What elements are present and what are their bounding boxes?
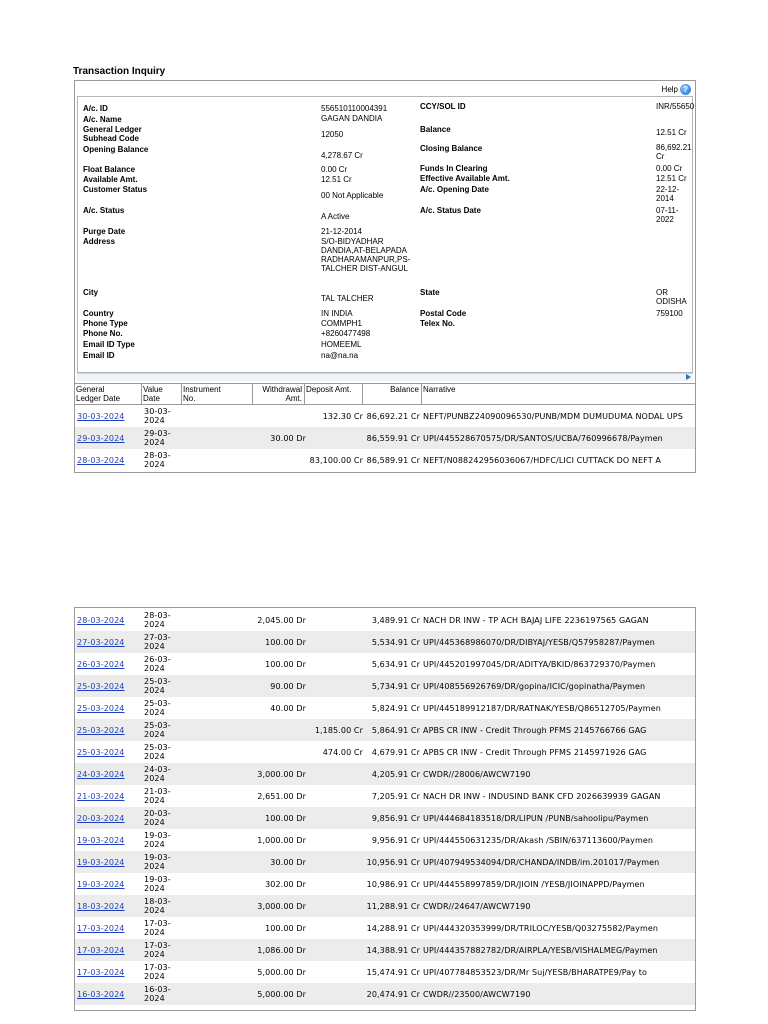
account-field-value: OR ODISHA [656,288,687,306]
account-field-value: 22-12- 2014 [656,185,680,203]
value-date: 17-03- 2024 [144,919,171,937]
account-field-label: Funds In Clearing [420,164,488,173]
account-field-value: 12.51 Cr [656,128,687,137]
ledger-date-link[interactable]: 25-03-2024 [77,682,125,691]
account-field-label: Opening Balance [83,145,149,154]
withdrawal-amount: 3,000.00 Dr [257,902,306,911]
account-field-value: 0.00 Cr [321,165,348,174]
withdrawal-amount: 100.00 Dr [265,924,306,933]
table-row [75,851,695,873]
account-field-value: IN INDIA [321,309,353,318]
balance-amount: 86,559.91 Cr [366,434,420,443]
value-date: 18-03- 2024 [144,897,171,915]
account-field-label: Available Amt. [83,175,138,184]
account-field-label: State [420,288,440,297]
table-row [75,675,695,697]
ledger-date-link[interactable]: 17-03-2024 [77,946,125,955]
balance-amount: 86,589.91 Cr [366,456,420,465]
table-row [75,697,695,719]
account-field-label: Purge Date [83,227,126,236]
balance-amount: 20,474.91 Cr [366,990,420,999]
column-header: Instrument No. [183,384,253,404]
account-field-label: A/c. ID [83,104,108,113]
withdrawal-amount: 2,651.00 Dr [257,792,306,801]
table-row [75,609,695,631]
account-field-label: A/c. Status [83,206,125,215]
account-field-label: Phone No. [83,329,123,338]
account-field-value: na@na.na [321,351,359,360]
table-row [75,829,695,851]
narrative: UPI/408556926769/DR/gopina/ICIC/gopinatha/Paymen [423,682,646,691]
scroll-right-arrow-icon[interactable] [686,374,691,380]
balance-amount: 10,986.91 Cr [366,880,420,889]
balance-amount: 3,489.91 Cr [371,616,420,625]
value-date: 19-03- 2024 [144,853,171,871]
ledger-date-link[interactable]: 28-03-2024 [77,456,125,465]
ledger-date-link[interactable]: 26-03-2024 [77,660,125,669]
value-date: 16-03- 2024 [144,985,171,1003]
table-row [75,895,695,917]
value-date: 25-03- 2024 [144,721,171,739]
account-field-label: Address [83,237,116,246]
account-field-value: S/O-BIDYADHAR DANDIA,AT-BELAPADA RADHARAMANPUR,PS- TALCHER DIST-ANGUL [321,237,411,273]
balance-amount: 9,856.91 Cr [371,814,420,823]
value-date: 21-03- 2024 [144,787,171,805]
ledger-date-link[interactable]: 30-03-2024 [77,412,125,421]
withdrawal-amount: 5,000.00 Dr [257,968,306,977]
narrative: NEFT/PUNBZ24090096530/PUNB/MDM DUMUDUMA NODAL UPS [423,412,683,421]
ledger-date-link[interactable]: 28-03-2024 [77,616,125,625]
account-field-label: A/c. Status Date [420,206,481,215]
balance-amount: 4,679.91 Cr [371,748,420,757]
ledger-date-link[interactable]: 24-03-2024 [77,770,125,779]
account-field-value: 21-12-2014 [321,227,362,236]
deposit-amount: 83,100.00 Cr [309,456,363,465]
column-header: Balance [364,384,422,404]
table-row [75,653,695,675]
narrative: UPI/445368986070/DR/DIBYAJ/YESB/Q57958287/Paymen [423,638,655,647]
ledger-date-link[interactable]: 27-03-2024 [77,638,125,647]
ledger-date-link[interactable]: 19-03-2024 [77,836,125,845]
balance-amount: 7,205.91 Cr [371,792,420,801]
ledger-date-link[interactable]: 29-03-2024 [77,434,125,443]
table-row [75,961,695,983]
narrative: CWDR//28006/AWCW7190 [423,770,531,779]
balance-amount: 9,956.91 Cr [371,836,420,845]
narrative: APBS CR INW - Credit Through PFMS 2145766766 GAG [423,726,647,735]
withdrawal-amount: 90.00 Dr [270,682,306,691]
account-field-label: Email ID [83,351,115,360]
deposit-amount: 132.30 Cr [322,412,363,421]
account-summary [77,96,693,373]
table-row [75,449,695,471]
withdrawal-amount: 1,086.00 Dr [257,946,306,955]
narrative: UPI/444684183518/DR/LIPUN /PUNB/sahoolipu/Paymen [423,814,649,823]
table-row [75,807,695,829]
account-field-label: Customer Status [83,185,148,194]
ledger-date-link[interactable]: 18-03-2024 [77,902,125,911]
narrative: UPI/444558997859/DR/JIOIN /YESB/JIOINAPPD/Paymen [423,880,645,889]
help-label: Help [661,85,678,94]
balance-amount: 5,534.91 Cr [371,638,420,647]
account-field-label: Telex No. [420,319,455,328]
table-row [75,873,695,895]
narrative: NACH DR INW - INDUSIND BANK CFD 2026639939 GAGAN [423,792,661,801]
transaction-table-continued [74,607,696,1011]
value-date: 24-03- 2024 [144,765,171,783]
account-field-value: 0.00 Cr [656,164,683,173]
value-date: 20-03- 2024 [144,809,171,827]
narrative: UPI/444550631235/DR/Akash /SBIN/637113600/Paymen [423,836,654,845]
account-field-label: Country [83,309,114,318]
account-field-value: +8260477498 [321,329,371,338]
withdrawal-amount: 2,045.00 Dr [257,616,306,625]
ledger-date-link[interactable]: 25-03-2024 [77,726,125,735]
account-field-value: 12.51 Cr [321,175,352,184]
value-date: 25-03- 2024 [144,699,171,717]
ledger-date-link[interactable]: 19-03-2024 [77,880,125,889]
account-field-value: HOMEEML [321,340,362,349]
balance-amount: 11,288.91 Cr [366,902,420,911]
withdrawal-amount: 302.00 Dr [265,880,306,889]
table-row [75,983,695,1005]
ledger-date-link[interactable]: 20-03-2024 [77,814,125,823]
narrative: UPI/407949534094/DR/CHANDA/INDB/im.201017/Paymen [423,858,660,867]
balance-amount: 5,864.91 Cr [371,726,420,735]
ledger-date-link[interactable]: 19-03-2024 [77,858,125,867]
table-row [75,405,695,427]
narrative: UPI/445201997045/DR/ADITYA/BKID/863729370/Paymen [423,660,656,669]
account-field-value: A Active [321,212,350,221]
account-field-value: TAL TALCHER [321,294,374,303]
ledger-date-link[interactable]: 21-03-2024 [77,792,125,801]
withdrawal-amount: 100.00 Dr [265,660,306,669]
account-field-label: Effective Available Amt. [420,174,510,183]
account-field-label: A/c. Opening Date [420,185,489,194]
page-title: Transaction Inquiry [73,66,166,77]
narrative: UPI/407784853523/DR/Mr Suj/YESB/BHARATPE9/Pay to [423,968,648,977]
balance-amount: 15,474.91 Cr [366,968,420,977]
deposit-amount: 1,185.00 Cr [314,726,363,735]
account-details-panel [74,80,696,473]
table-row [75,631,695,653]
withdrawal-amount: 30.00 Dr [270,858,306,867]
narrative: NEFT/N088242956036067/HDFC/LICI CUTTACK DO NEFT A [423,456,661,465]
account-field-value: 12.51 Cr [656,174,687,183]
value-date: 19-03- 2024 [144,831,171,849]
account-field-label: Phone Type [83,319,128,328]
withdrawal-amount: 40.00 Dr [270,704,306,713]
transaction-table-header [75,383,695,405]
balance-amount: 14,388.91 Cr [366,946,420,955]
balance-amount: 5,824.91 Cr [371,704,420,713]
value-date: 17-03- 2024 [144,941,171,959]
narrative: CWDR//23500/AWCW7190 [423,990,531,999]
value-date: 28-03- 2024 [144,451,171,469]
horizontal-scrollbar[interactable] [77,373,693,381]
narrative: NACH DR INW - TP ACH BAJAJ LIFE 2236197565 GAGAN [423,616,649,625]
account-field-value: 759100 [656,309,683,318]
column-header: Value Date [143,384,182,404]
narrative: UPI/445189912187/DR/RATNAK/YESB/Q86512705/Paymen [423,704,661,713]
table-row [75,719,695,741]
table-row [75,427,695,449]
account-field-label: Balance [420,125,451,134]
table-row [75,785,695,807]
table-row [75,741,695,763]
account-field-label: CCY/SOL ID [420,102,466,111]
help-link[interactable] [662,84,691,95]
withdrawal-amount: 100.00 Dr [265,638,306,647]
account-field-value: 12050 [321,130,344,139]
account-field-label: Email ID Type [83,340,135,349]
narrative: UPI/444320353999/DR/TRILOC/YESB/Q03275582/Paymen [423,924,659,933]
account-field-label: Float Balance [83,165,136,174]
narrative: UPI/445528670575/DR/SANTOS/UCBA/760996678/Paymen [423,434,663,443]
account-field-value: 07-11- 2022 [656,206,679,224]
value-date: 28-03- 2024 [144,611,171,629]
ledger-date-link[interactable]: 16-03-2024 [77,990,125,999]
account-field-value: 86,692.21 Cr [656,143,692,161]
column-header: General Ledger Date [76,384,142,404]
narrative: CWDR//24647/AWCW7190 [423,902,531,911]
value-date: 26-03- 2024 [144,655,171,673]
ledger-date-link[interactable]: 25-03-2024 [77,704,125,713]
table-row [75,939,695,961]
account-field-label: City [83,288,99,297]
account-field-label: Closing Balance [420,144,483,153]
column-header: Withdrawal Amt. [253,384,305,404]
ledger-date-link[interactable]: 17-03-2024 [77,924,125,933]
account-field-label: General Ledger Subhead Code [83,125,142,143]
withdrawal-amount: 30.00 Dr [270,434,306,443]
account-field-value: 556510110004391 [321,104,388,113]
value-date: 25-03- 2024 [144,677,171,695]
balance-amount: 10,956.91 Cr [366,858,420,867]
account-field-value: 4,278.67 Cr [321,151,363,160]
value-date: 27-03- 2024 [144,633,171,651]
deposit-amount: 474.00 Cr [322,748,363,757]
value-date: 25-03- 2024 [144,743,171,761]
value-date: 19-03- 2024 [144,875,171,893]
withdrawal-amount: 100.00 Dr [265,814,306,823]
account-field-value: COMMPH1 [321,319,362,328]
balance-amount: 5,734.91 Cr [371,682,420,691]
withdrawal-amount: 3,000.00 Dr [257,770,306,779]
balance-amount: 5,634.91 Cr [371,660,420,669]
balance-amount: 4,205.91 Cr [371,770,420,779]
value-date: 17-03- 2024 [144,963,171,981]
balance-amount: 86,692.21 Cr [366,412,420,421]
value-date: 30-03- 2024 [144,407,171,425]
balance-amount: 14,288.91 Cr [366,924,420,933]
withdrawal-amount: 5,000.00 Dr [257,990,306,999]
narrative: APBS CR INW - Credit Through PFMS 2145971926 GAG [423,748,647,757]
table-row [75,917,695,939]
ledger-date-link[interactable]: 25-03-2024 [77,748,125,757]
account-field-value: GAGAN DANDIA [321,114,383,123]
help-icon: ? [680,84,691,95]
account-field-value: INR/55650 [656,102,695,111]
withdrawal-amount: 1,000.00 Dr [257,836,306,845]
value-date: 29-03- 2024 [144,429,171,447]
narrative: UPI/444357882782/DR/AIRPLA/YESB/VISHALMEG/Paymen [423,946,658,955]
column-header: Narrative [423,385,456,394]
column-header: Deposit Amt. [306,384,363,404]
ledger-date-link[interactable]: 17-03-2024 [77,968,125,977]
table-row [75,763,695,785]
account-field-value: 00 Not Applicable [321,191,384,200]
account-field-label: A/c. Name [83,115,122,124]
account-field-label: Postal Code [420,309,467,318]
